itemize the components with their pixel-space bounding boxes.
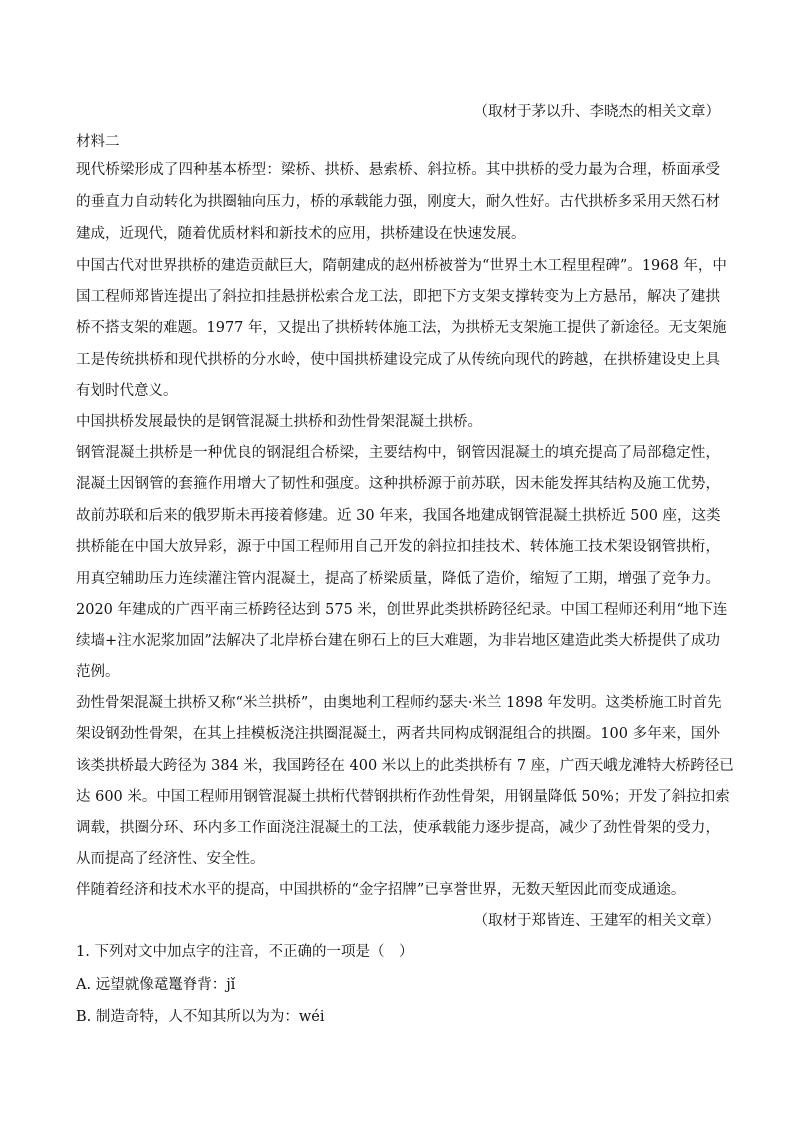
document-page [76,0,734,1123]
paragraph-line: 用真空辅助压力连续灌注管内混凝土，提高了桥梁质量，降低了造价，缩短了工期，增强了竞争力。 [76,571,720,587]
paragraph-line: 范例。 [76,664,120,680]
paragraph-line: 续墙+注水泥浆加固”法解决了北岸桥台建在卵石上的巨大难题，为非岩地区建造此类大桥提供了成功 [76,633,720,649]
paragraph-line: 拱桥能在中国大放异彩，源于中国工程师用自己开发的斜拉扣挂技术、转体施工技术架设钢管拱桁， [76,539,720,555]
paragraph-line: 2020 年建成的广西平南三桥跨径达到 575 米，创世界此类拱桥跨径纪录。中国工程师还利用“地下连 [76,602,728,618]
section-heading: 材料二 [76,134,120,150]
paragraph-line: 该类拱桥最大跨径为 384 米，我国跨径在 400 米以上的此类拱桥有 7 座，广西天峨龙滩特大桥跨径已 [76,758,734,774]
option-b: B. 制造奇特，人不知其所以为为：wéi [76,1009,325,1025]
paragraph-line: 有划时代意义。 [76,383,178,399]
question-stem: 1. 下列对文中加点字的注音，不正确的一项是（ ） [76,944,414,960]
paragraph-line: 故前苏联和后来的俄罗斯未再接着修建。近 30 年来，我国各地建成钢管混凝土拱桥近 500 座，这类 [76,508,721,524]
paragraph-line: 劲性骨架混凝土拱桥又称“米兰拱桥”，由奥地利工程师约瑟夫·米兰 1898 年发明。这类桥施工时首先 [76,695,722,711]
paragraph-line: 中国拱桥发展最快的是钢管混凝土拱桥和劲性骨架混凝土拱桥。 [76,414,482,430]
paragraph-line: 伴随着经济和技术水平的提高，中国拱桥的“金字招牌”已享誉世界，无数天堑因此而变成通途。 [76,882,686,898]
paragraph-line: 达 600 米。中国工程师用钢管混凝土拱桁代替钢拱桁作劲性骨架，用钢量降低 50%；开发了斜拉扣索 [76,789,730,805]
paragraph-line: 从而提高了经济性、安全性。 [76,851,265,867]
paragraph-line: 现代桥梁形成了四种基本桥型：梁桥、拱桥、悬索桥、斜拉桥。其中拱桥的受力最为合理，桥面承受 [76,162,720,178]
paragraph-line: 钢管混凝土拱桥是一种优良的钢混组合桥梁，主要结构中，钢管因混凝土的填充提高了局部稳定性， [76,445,720,461]
paragraph-line: 工是传统拱桥和现代拱桥的分水岭，使中国拱桥建设完成了从传统向现代的跨越，在拱桥建设史上具 [76,352,720,368]
paragraph-line: 混凝土因钢管的套箍作用增大了韧性和强度。这种拱桥源于前苏联，因未能发挥其结构及施工优势， [76,476,720,492]
paragraph-line: 建成，近现代，随着优质材料和新技术的应用，拱桥建设在快速发展。 [76,226,526,242]
paragraph-line: 架设钢劲性骨架，在其上挂模板浇注拱圈混凝土，两者共同构成钢混组合的拱圈。100 多年来，国外 [76,726,720,742]
paragraph-line: 中国古代对世界拱桥的建造贡献巨大，隋朝建成的赵州桥被誉为“世界土木工程里程碑”。1968 年，中 [76,258,727,274]
source-citation-2: （取材于郑皆连、王建军的相关文章） [473,913,720,929]
paragraph-line: 调载，拱圈分环、环内多工作面浇注混凝土的工法，使承载能力逐步提高，减少了劲性骨架的受力， [76,820,720,836]
paragraph-line: 国工程师郑皆连提出了斜拉扣挂悬拼松索合龙工法，即把下方支架支撑转变为上方悬吊，解决了建拱 [76,289,720,305]
source-citation-1: （取材于茅以升、李晓杰的相关文章） [473,104,720,120]
option-a: A. 远望就像鼋鼍脊背：jǐ [76,977,236,993]
paragraph-line: 桥不搭支架的难题。1977 年，又提出了拱桥转体施工法，为拱桥无支架施工提供了新途径。无支架施 [76,320,727,336]
paragraph-line: 的垂直力自动转化为拱圈轴向压力，桥的承载能力强，刚度大，耐久性好。古代拱桥多采用天然石材 [76,194,720,210]
